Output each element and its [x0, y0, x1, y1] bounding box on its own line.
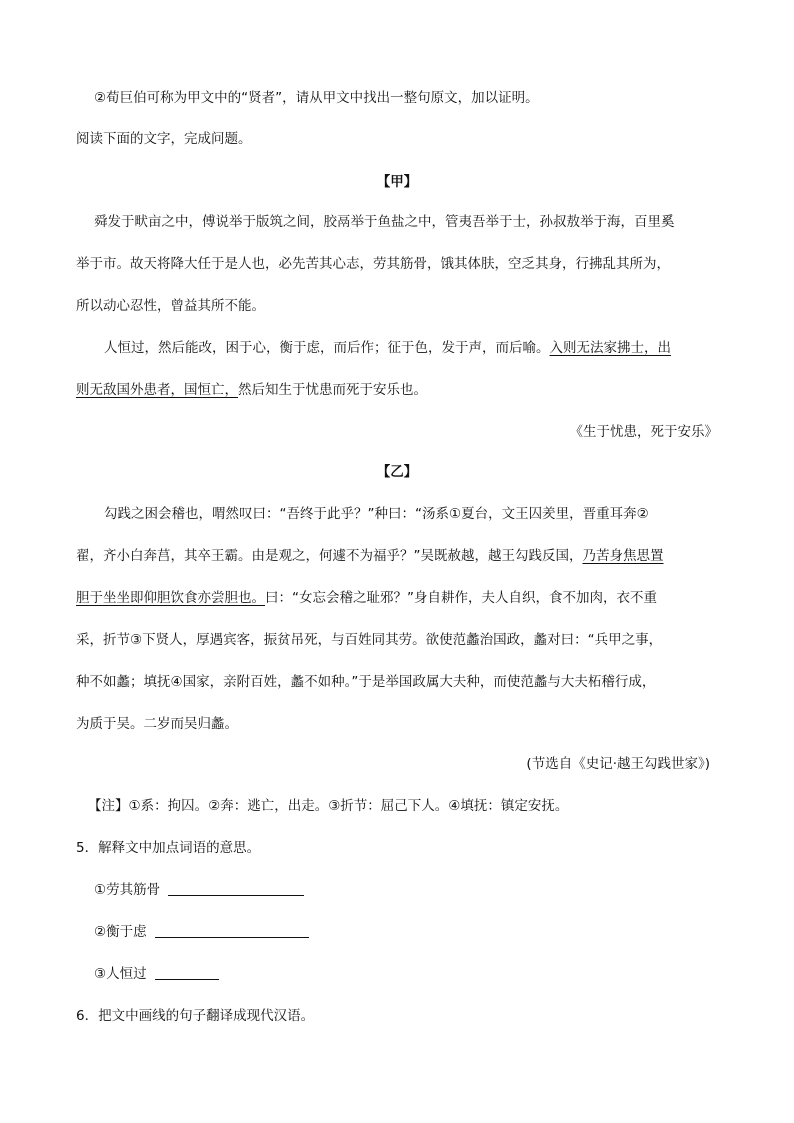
passage-jia-heading: 【甲】 [376, 174, 418, 190]
passage-yi-line-6: 为质于吴。二岁而吴归蠡。 [76, 716, 238, 732]
passage-yi-line-3 [76, 588, 718, 608]
answer-blank[interactable] [168, 881, 304, 896]
passage-jia-line-3: 所以动心忍性，曾益其所不能。 [76, 298, 265, 314]
question-5-item-2 [94, 922, 718, 942]
item-label: ①劳其筋骨 [94, 882, 161, 898]
question-6-title: 6．把文中画线的句子翻译成现代汉语。 [76, 1008, 315, 1024]
passage-text: 人恒过，然后能改，困于心，衡于虑，而后作；征于色，发于声，而后喻。 [104, 340, 550, 356]
item-label: ③人恒过 [94, 966, 147, 982]
question-5-item-3 [94, 964, 718, 984]
passage-text: 翟，齐小白奔莒，其卒王霸。由是观之，何遽不为福乎？”吴既赦越，越王勾践反国， [76, 548, 583, 564]
question-5-title: 5．解释文中加点词语的意思。 [76, 840, 261, 856]
passage-jia-line-5 [76, 380, 718, 400]
passage-jia-line-1: 舜发于畎亩之中，傅说举于版筑之间，胶鬲举于鱼盐之中，管夷吾举于士，孙叔敖举于海，百里奚 [94, 214, 675, 230]
answer-blank[interactable] [155, 965, 219, 980]
passage-yi-source: (节选自《史记·越王勾践世家》) [526, 756, 710, 772]
passage-text: 然后知生于忧患而死于安乐也。 [238, 382, 427, 398]
passage-jia-line-4 [104, 338, 718, 358]
underlined-sentence: 则无敌国外患者，国恒亡， [76, 382, 238, 398]
question-5-item-1 [94, 880, 718, 900]
underlined-sentence: 乃苦身焦思置 [582, 548, 664, 564]
previous-question: ②荀巨伯可称为甲文中的“贤者”，请从甲文中找出一整句原文，加以证明。 [94, 90, 539, 106]
passage-yi-line-5: 种不如蠡；填抚④国家，亲附百姓，蠡不如种。”于是举国政属大夫种，而使范蠡与大夫柘稽行成， [76, 674, 656, 690]
passage-yi-line-4: 采，折节③下贤人，厚遇宾客，振贫吊死，与百姓同其劳。欲使范蠡治国政，蠡对曰：“兵甲之事， [76, 632, 663, 648]
passage-jia-line-2: 举于市。故天将降大任于是人也，必先苦其心志，劳其筋骨，饿其体肤，空乏其身，行拂乱其所为， [76, 256, 670, 272]
answer-blank[interactable] [155, 923, 309, 938]
passage-yi-line-2 [76, 546, 718, 566]
annotation-note: 【注】①系：拘囚。②奔：逃亡，出走。③折节：屈己下人。④填抚：镇定安抚。 [88, 798, 569, 814]
passage-yi-line-1: 勾践之困会稽也，喟然叹曰：“吾终于此乎？”种曰：“汤系①夏台，文王囚羑里，晋重耳奔② [104, 506, 649, 522]
reading-instruction: 阅读下面的文字，完成问题。 [76, 131, 252, 147]
passage-jia-source: 《生于忧患，死于安乐》 [569, 424, 718, 440]
underlined-sentence: 胆于坐坐即仰胆饮食亦尝胆也。 [76, 590, 265, 606]
underlined-sentence: 入则无法家拂士，出 [549, 340, 671, 356]
passage-text: 曰：“女忘会稽之耻邪？”身自耕作，夫人自织，食不加肉，衣不重 [265, 590, 657, 606]
passage-yi-heading: 【乙】 [376, 464, 418, 480]
item-label: ②衡于虑 [94, 924, 147, 940]
